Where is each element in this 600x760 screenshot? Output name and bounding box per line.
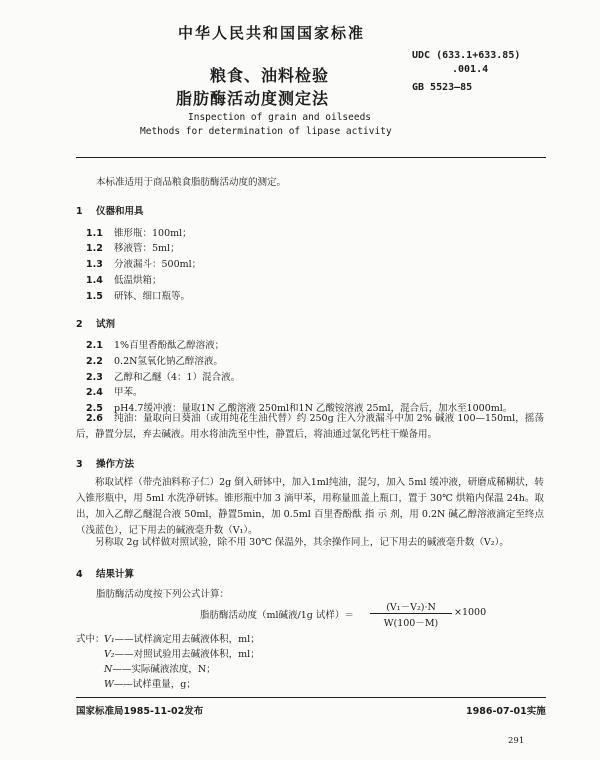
formula-numerator: (V₁－V₂)·N [386,602,436,613]
section-3-heading [76,456,134,470]
procedure-paragraph: 称取试样（带壳油料称子仁）2g 倒入研钵中，加入1ml纯油，混匀，加入 5ml 缓冲液，研磨成稀糊状，转入锥形瓶中，用 5ml 水洗净研钵。锥形瓶中加 3 滴甲苯，用称量皿盖上瓶口，置于 30℃ 烘箱内保温 24h。取出，加入乙醇乙醚混合液 50ml，静置5min，加 0.5ml 百里香酚酞 指 示 剂，用 0.2N 碱乙醇溶液滴定至终点（浅蓝色），记下用去的碱液毫升数（V₁）。 [76,477,544,536]
item-text: 研钵、细口瓶等。 [114,291,191,302]
item-number: 1.5 [86,291,103,302]
page-number: 291 [508,736,525,746]
variable-definition [104,631,260,645]
header-divider [76,157,546,158]
item-text: pH4.7缓冲液：量取1N 乙酸溶液 250ml和1N 乙酸铵溶液 25ml，混合后，加水至1000ml。 [114,403,513,414]
variables-prefix: 式中： [76,634,105,645]
document-issuer: 中华人民共和国国家标准 [178,24,366,42]
scope-statement: 本标准适用于商品粮食脂肪酶活动度的测定。 [96,177,287,188]
variable-definition [104,661,216,675]
section-4-heading [76,566,134,580]
variable-definition [104,646,260,660]
section-number: 4 [76,569,83,580]
item-text: 分液漏斗：500ml； [114,259,202,270]
english-title-line-2: Methods for determination of lipase activity [140,126,392,137]
formula-intro: 脂肪酶活动度按下列公式计算： [96,589,230,600]
item-number: 2.1 [86,340,103,351]
section-1-heading [76,203,144,217]
item-text: 0.2N氢氧化钠乙醇溶液。 [114,356,223,367]
formula-lhs: 脂肪酶活动度（ml碱液/1g 试样）＝ [200,610,354,621]
item-text: 锥形瓶：100ml； [114,228,192,239]
item-number: 1.1 [86,228,103,239]
variable-description: ——对照试验用去碱液体积，ml； [114,649,260,660]
standard-number: GB 5523—85 [412,82,473,93]
variable-symbol: V₁ [104,634,115,645]
item-number: 2.5 [86,403,103,414]
variable-definition [104,676,196,690]
effective-date: 1986-07-01实施 [466,706,546,717]
footer-divider [76,697,546,698]
list-item [86,369,240,383]
list-item [86,384,143,398]
issue-date: 国家标准局1985-11-02发布 [76,706,204,717]
section-number: 2 [76,319,83,330]
section-2-heading [76,316,115,330]
list-item-wrapped [76,411,544,443]
item-text: 低温烘箱； [114,275,162,286]
list-item [86,288,190,302]
fraction-bar [370,613,452,614]
item-text: 甲苯。 [114,387,143,398]
udc-code-continuation: .001.4 [452,64,489,75]
list-item [86,337,224,351]
title-line-1: 粮食、油料检验 [210,66,330,85]
item-text: 纯油：量取向日葵油（或用纯花生油代替）约 250g 注入分液漏斗中加 2% 碱液 100—150ml，摇荡后，静置分层，弃去碱液。用水将油洗至中性，静置后，将油通过氯化钙柱干燥备用。 [76,413,544,440]
list-item [86,225,192,239]
item-number: 2.3 [86,372,103,383]
item-number: 1.4 [86,275,103,286]
list-item [86,272,162,286]
section-title: 操作方法 [96,459,135,470]
english-title-line-1: Inspection of grain and oilseeds [188,112,372,123]
list-item [86,240,180,254]
title-line-2: 脂肪酶活动度测定法 [176,89,330,108]
variable-symbol: W [104,679,114,690]
formula-multiplier: ×1000 [454,607,487,618]
variable-symbol: N [104,664,113,675]
item-number: 2.4 [86,387,103,398]
variable-symbol: V₂ [104,649,115,660]
item-number: 1.2 [86,243,103,254]
item-text: 1%百里香酚酞乙醇溶液； [114,340,225,351]
variable-description: ——试样滴定用去碱液体积，ml； [114,634,260,645]
section-title: 试剂 [96,319,116,330]
item-number: 2.6 [86,413,103,424]
section-number: 1 [76,206,83,217]
variable-description: ——试样重量，g； [113,679,196,690]
section-number: 3 [76,459,83,470]
control-test-paragraph: 另称取 2g 试样做对照试验，除不用 30℃ 保温外，其余操作同上，记下用去的碱液毫升数（V₂）。 [95,537,509,548]
section-title: 仪器和用具 [96,206,144,217]
item-number: 2.2 [86,356,103,367]
list-item [86,256,201,270]
item-text: 移液管：5ml； [114,243,180,254]
section-title: 结果计算 [96,569,135,580]
list-item [86,353,223,367]
formula-denominator: W(100－M) [383,618,439,629]
item-text: 乙醇和乙醚（4：1）混合液。 [114,372,241,383]
item-number: 1.3 [86,259,103,270]
udc-code: UDC (633.1+633.85) [412,50,521,61]
variable-description: ——实际碱液浓度，N； [112,664,216,675]
